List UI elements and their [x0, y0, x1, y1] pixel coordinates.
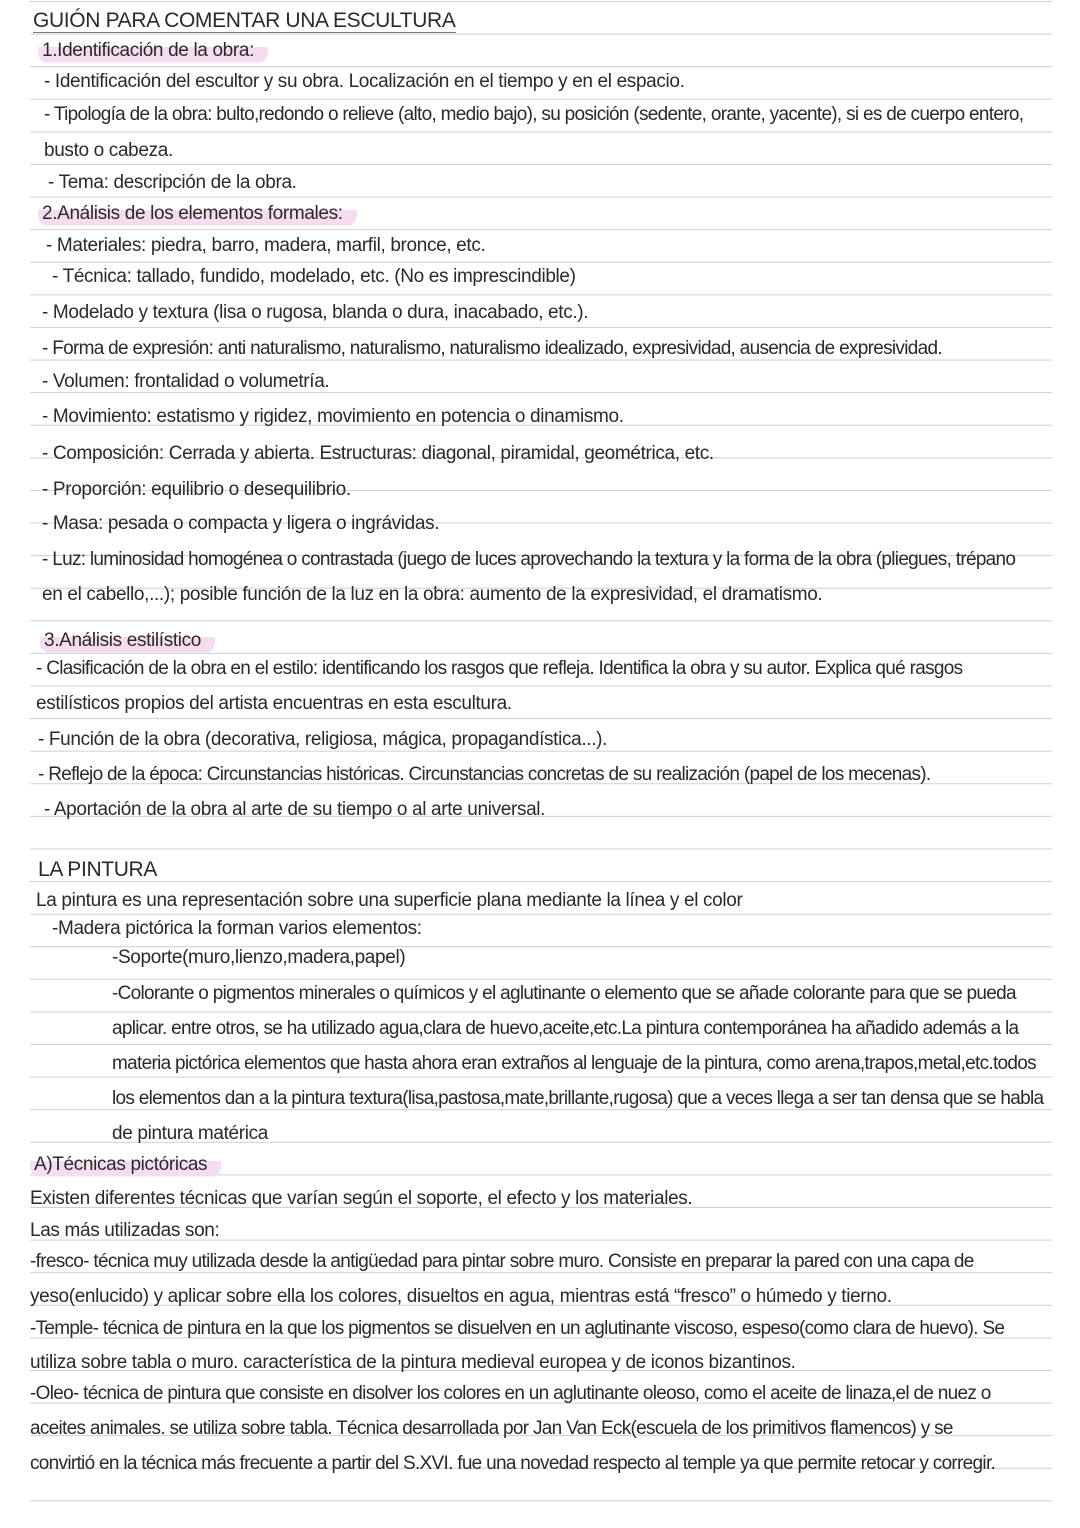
text-line: convirtió en la técnica más frecuente a partir del S.XVI. fue una novedad respecto al temple ya que permite retocar y corregir. — [30, 1453, 996, 1474]
text-line: - Función de la obra (decorativa, religiosa, mágica, propagandística...). — [38, 729, 608, 750]
text-line: yeso(enlucido) y aplicar sobre ella los colores, disueltos en agua, mientras está “fresco” o húmedo y tierno. — [30, 1286, 892, 1307]
text-line: aplicar. entre otros, se ha utilizado agua,clara de huevo,aceite,etc.La pintura contemporánea ha añadido además a la — [112, 1018, 1019, 1039]
text-line: - Proporción: equilibrio o desequilibrio. — [42, 479, 351, 500]
text-line: los elementos dan a la pintura textura(lisa,pastosa,mate,brillante,rugosa) que a veces llega a ser tan densa que se habla — [112, 1088, 1044, 1109]
text-line: - Materiales: piedra, barro, madera, marfil, bronce, etc. — [46, 235, 486, 256]
text-line: -fresco- técnica muy utilizada desde la antigüedad para pintar sobre muro. Consiste en preparar la pared con una capa de — [30, 1251, 974, 1272]
text-line: - Masa: pesada o compacta y ligera o ingrávidas. — [42, 513, 440, 534]
text-line: -Temple- técnica de pintura en la que los pigmentos se disuelven en un aglutinante viscoso, espeso(como clara de huevo). Se — [30, 1318, 1005, 1339]
section-heading-tecnicas: A)Técnicas pictóricas — [30, 1152, 221, 1178]
text-line: - Volumen: frontalidad o volumetría. — [42, 371, 330, 392]
text-line: aceites animales. se utiliza sobre tabla. Técnica desarrollada por Jan Van Eck(escuela de los primitivos flamencos) y se — [30, 1418, 953, 1439]
section-title-pintura: LA PINTURA — [38, 858, 158, 881]
text-line: materia pictórica elementos que hasta ahora eran extraños al lenguaje de la pintura, como arena,trapos,metal,etc.todos — [112, 1053, 1036, 1074]
text-line: - Técnica: tallado, fundido, modelado, etc. (No es imprescindible) — [52, 266, 576, 287]
text-line: -Colorante o pigmentos minerales o químicos y el aglutinante o elemento que se añade colorante para que se pueda — [112, 983, 1016, 1004]
text-line: -Madera pictórica la forman varios elementos: — [52, 918, 422, 939]
text-line: utiliza sobre tabla o muro. característica de la pintura medieval europea y de iconos bizantinos. — [30, 1352, 796, 1373]
text-line: -Soporte(muro,lienzo,madera,papel) — [112, 947, 406, 968]
text-line: Las más utilizadas son: — [30, 1220, 220, 1241]
text-line: -Oleo- técnica de pintura que consiste en disolver los colores en un aglutinante oleoso, como el aceite de linaza,el de nuez o — [30, 1383, 991, 1404]
text-line: - Identificación del escultor y su obra. Localización en el tiempo y en el espacio. — [44, 71, 685, 92]
text-line: - Tema: descripción de la obra. — [48, 172, 297, 193]
text-line: - Clasificación de la obra en el estilo: identificando los rasgos que refleja. Identifica la obra y su autor. Explica qué rasgos — [36, 658, 963, 679]
text-line: - Forma de expresión: anti naturalismo, naturalismo, naturalismo idealizado, expresividad, ausencia de expresividad. — [42, 338, 942, 359]
text-line: - Movimiento: estatismo y rigidez, movimiento en potencia o dinamismo. — [42, 406, 624, 427]
text-line: de pintura matérica — [112, 1123, 268, 1144]
text-line: Existen diferentes técnicas que varían según el soporte, el efecto y los materiales. — [30, 1188, 693, 1209]
text-line: - Composición: Cerrada y abierta. Estructuras: diagonal, piramidal, geométrica, etc. — [42, 443, 714, 464]
text-line: - Modelado y textura (lisa o rugosa, blanda o dura, inacabado, etc.). — [42, 302, 589, 323]
text-line: - Aportación de la obra al arte de su tiempo o al arte universal. — [44, 799, 546, 820]
text-line: - Tipología de la obra: bulto,redondo o relieve (alto, medio bajo), su posición (sedente, orante, yacente), si es de cuerpo entero, — [44, 104, 1024, 125]
text-line: - Reflejo de la época: Circunstancias históricas. Circunstancias concretas de su realización (papel de los mecenas). — [38, 764, 931, 785]
text-line: en el cabello,...); posible función de la luz en la obra: aumento de la expresividad, el dramatismo. — [42, 584, 823, 605]
section-heading-elementos-formales: 2.Análisis de los elementos formales: — [38, 201, 357, 227]
section-heading-analisis-estilistico: 3.Análisis estilístico — [40, 628, 215, 654]
section-heading-identificacion: 1.Identificación de la obra: — [38, 38, 268, 64]
page-title: GUIÓN PARA COMENTAR UNA ESCULTURA — [33, 9, 456, 32]
text-line: La pintura es una representación sobre una superficie plana mediante la línea y el color — [36, 890, 743, 911]
text-line: busto o cabeza. — [44, 140, 173, 161]
text-line: - Luz: luminosidad homogénea o contrastada (juego de luces aprovechando la textura y la forma de la obra (pliegues, trépano — [42, 549, 1016, 570]
text-line: estilísticos propios del artista encuentras en esta escultura. — [36, 693, 512, 714]
